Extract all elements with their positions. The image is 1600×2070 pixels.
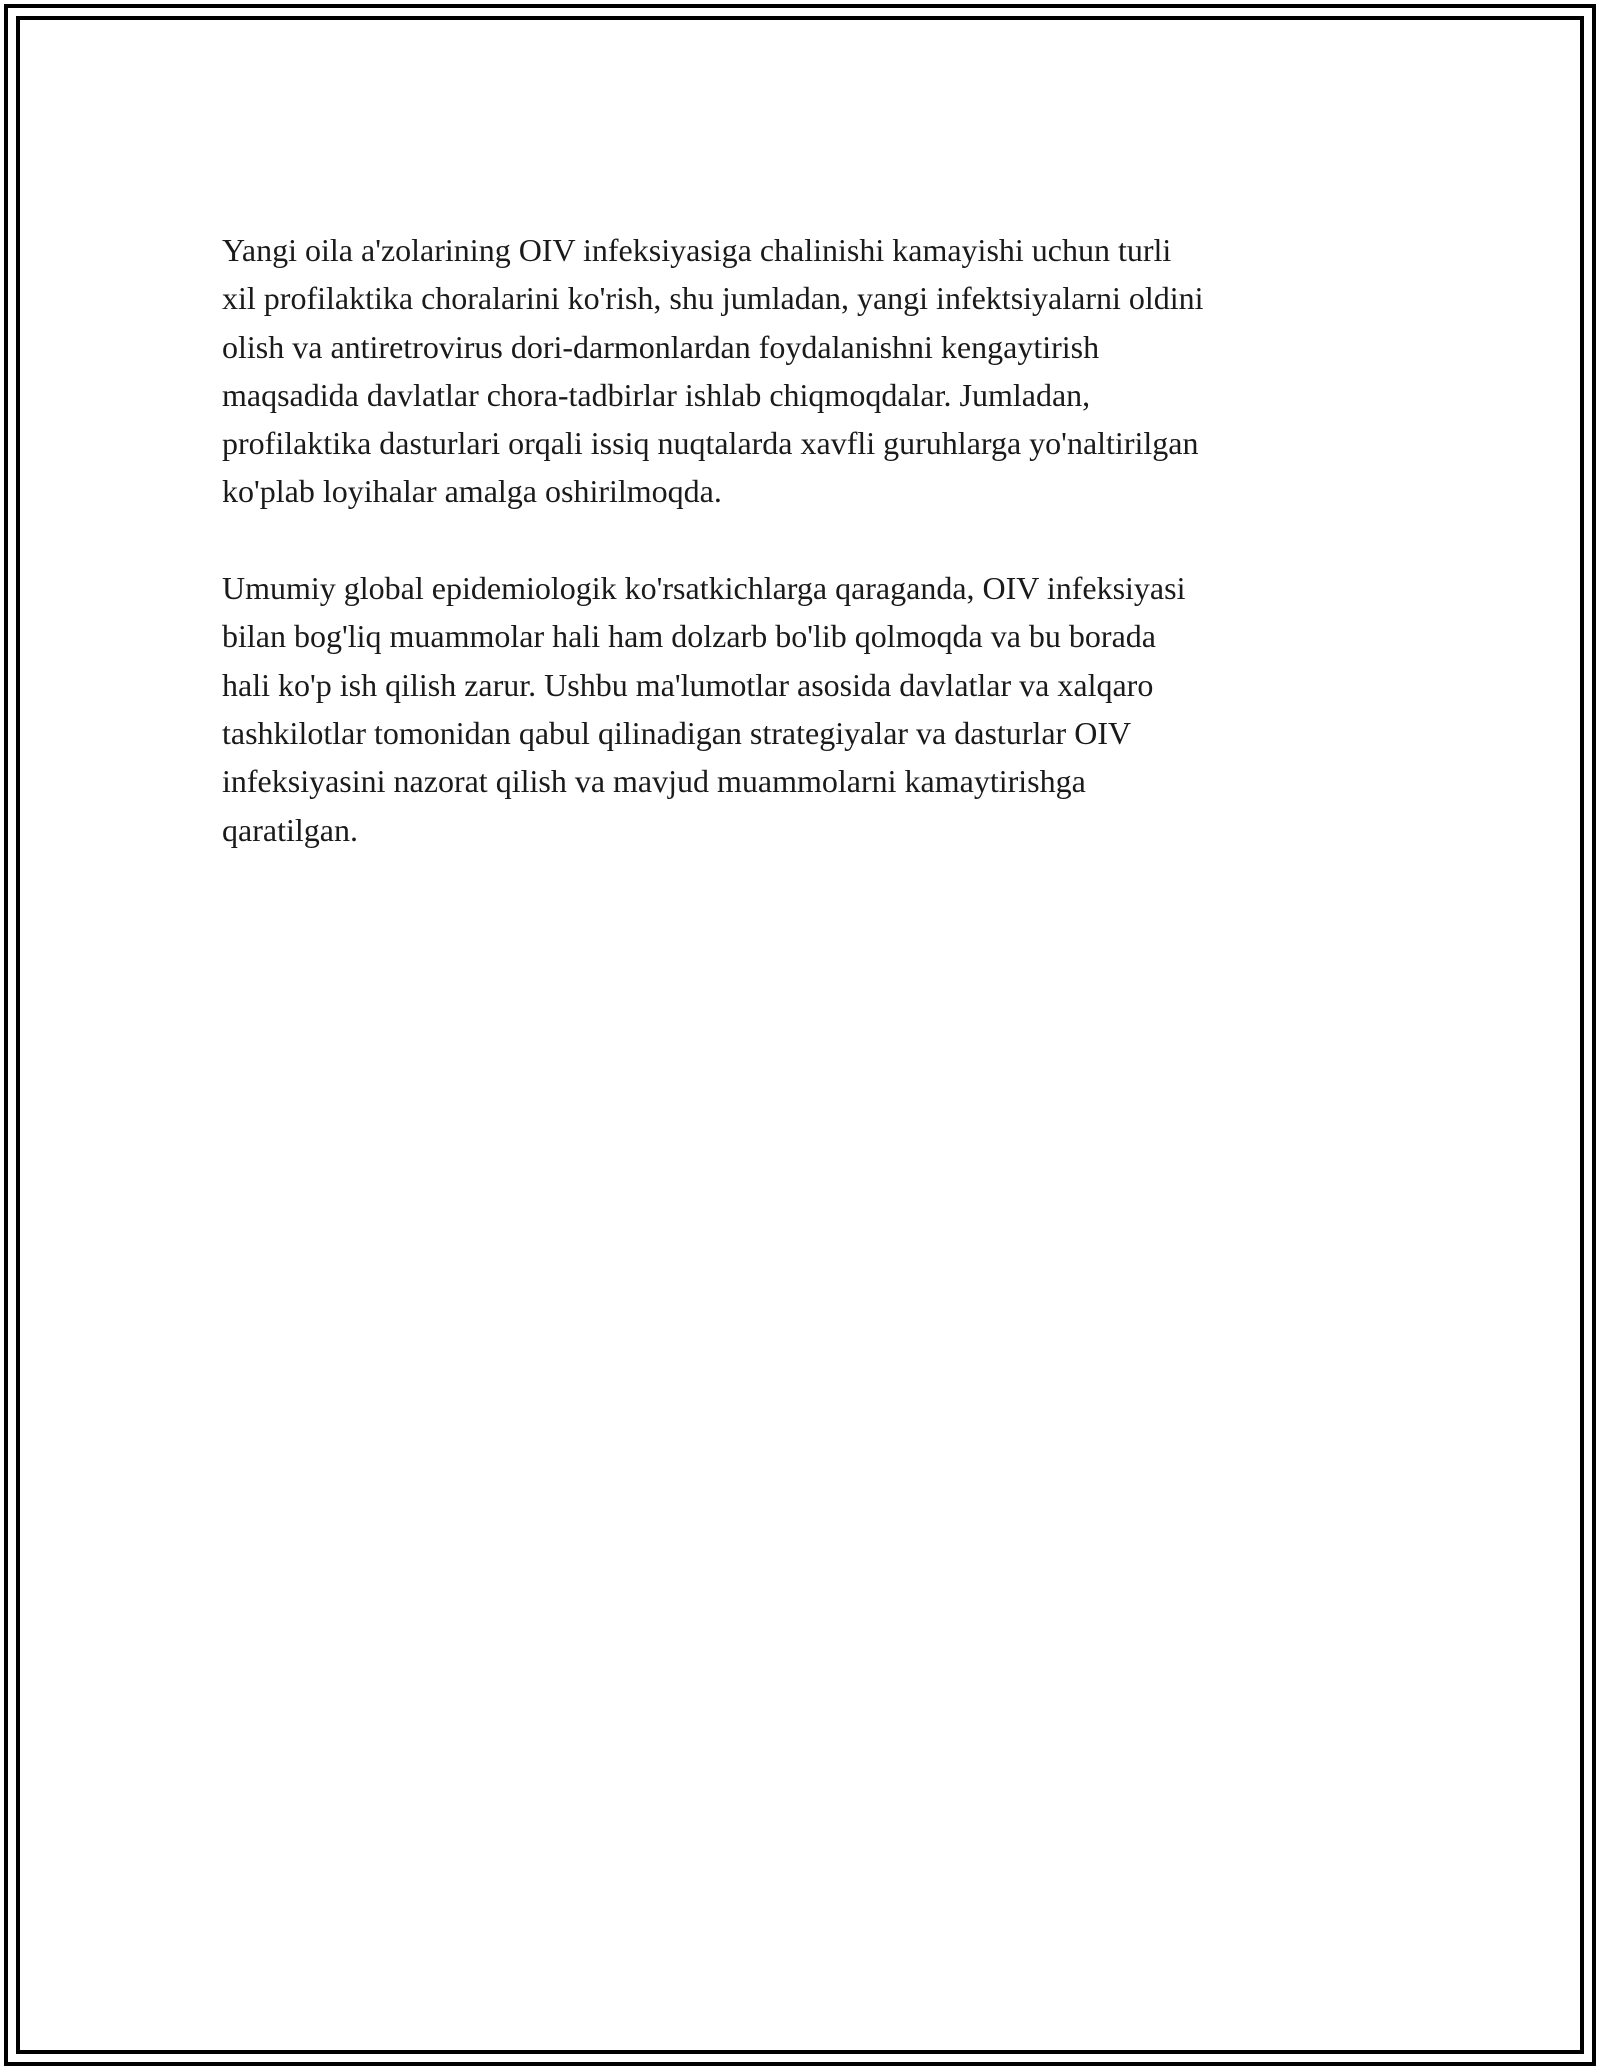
text-line: hali ko'p ish qilish zarur. Ushbu ma'lumotlar asosida davlatlar va xalqaro xyxy=(222,666,1154,703)
text-line: bilan bog'liq muammolar hali ham dolzarb bo'lib qolmoqda va bu borada xyxy=(222,618,1156,655)
text-line: qaratilgan. xyxy=(222,811,358,848)
text-line: Umumiy global epidemiologik ko'rsatkichlarga qaraganda, OIV infeksiyasi xyxy=(222,570,1186,607)
text-line: xil profilaktika choralarini ko'rish, shu jumladan, yangi infektsiyalarni oldini xyxy=(222,280,1204,317)
text-line: infeksiyasini nazorat qilish va mavjud muammolarni kamaytirishga xyxy=(222,763,1086,800)
text-line: ko'plab loyihalar amalga oshirilmoqda. xyxy=(222,473,722,510)
paragraph-spacer xyxy=(222,516,1382,564)
paragraph-1 xyxy=(222,226,1382,516)
text-line: Yangi oila a'zolarining OIV infeksiyasiga chalinishi kamayishi uchun turli xyxy=(222,232,1172,268)
text-line: profilaktika dasturlari orqali issiq nuqtalarda xavfli guruhlarga yo'naltirilgan xyxy=(222,425,1199,462)
paragraph-2 xyxy=(222,564,1382,854)
text-line: olish va antiretrovirus dori-darmonlardan foydalanishni kengaytirish xyxy=(222,328,1100,365)
document-body xyxy=(222,226,1382,854)
text-line: maqsadida davlatlar chora-tadbirlar ishlab chiqmoqdalar. Jumladan, xyxy=(222,376,1091,413)
text-line: tashkilotlar tomonidan qabul qilinadigan strategiyalar va dasturlar OIV xyxy=(222,714,1132,751)
